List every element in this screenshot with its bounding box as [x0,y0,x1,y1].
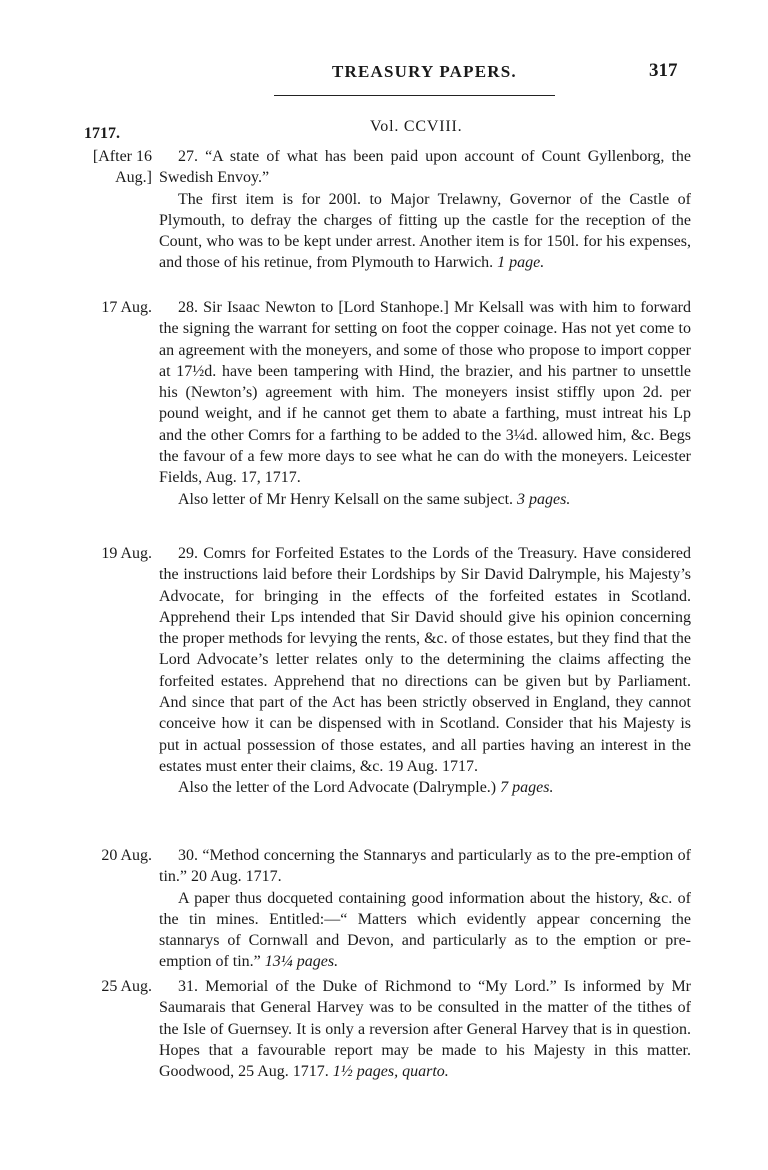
entry-paragraph: 27. “A state of what has been paid upon account of Count Gyllenborg, the Swedish Envoy.” [159,148,691,187]
entry-body [159,297,691,510]
entry-paragraph: A paper thus docqueted containing good information about the history, &c. of the tin mines. Entitled:—“ Matters which evidently appear concerning the stannarys of Cornwall and Devon, and particularly as to the emption or pre-emption of tin.” 13¼ pages. [159,889,691,971]
entry-paragraph: 28. Sir Isaac Newton to [Lord Stanhope.] Mr Kelsall was with him to forward the signing the warrant for setting on foot the copper coinage. Has not yet come to an agreement with the moneyers, and some of those who propose to import copper at 17½d. have been tampering with Hind, the brazier, and his partner to unsettle his (Newton’s) agreement with him. The moneyers insist stiffly upon 2d. per pound weight, and if he cannot get them to abate a farthing, must intreat his Lp and the other Comrs for a farthing to be added to the 3¼d. allowed him, &c. Begs the favour of a few more days to see what he can do with the moneyers. Leicester Fields, Aug. 17, 1717. [159,299,691,487]
page-extent: 7 pages. [500,779,554,797]
page-extent: 3 pages. [517,490,571,508]
entry-date: 20 Aug. [101,847,152,864]
entry-body [159,543,691,799]
entry-paragraph: Also letter of Mr Henry Kelsall on the same subject. 3 pages. [178,490,571,508]
entry-date: 19 Aug. [101,545,152,562]
entry-body [159,845,691,973]
header-rule [274,95,555,96]
entry-body [159,976,691,1082]
year-marker: 1717. [84,125,120,142]
page-extent: 13¼ pages. [264,953,339,971]
entry-paragraph: The first item is for 200l. to Major Trelawny, Governor of the Castle of Plymouth, to defray the charges of fitting up the castle for the reception of the Count, who was to be kept under arrest. Another item is for 150l. for his expenses, and those of his retinue, from Plymouth to Harwich. 1 page. [159,190,691,272]
entry-paragraph: 31. Memorial of the Duke of Richmond to “My Lord.” Is informed by Mr Saumarais that General Harvey was to be consulted in the matter of the tithes of the Isle of Guernsey. It is only a reversion after General Harvey that is in question. Hopes that a favourable report may be made to his Majesty in this matter. Goodwood, 25 Aug. 1717. 1½ pages, quarto. [159,978,691,1081]
volume-heading: Vol. CCVIII. [370,118,463,135]
page-number: 317 [649,60,678,81]
entry-date: 17 Aug. [101,299,152,316]
page-extent: 1½ pages, quarto. [332,1063,449,1081]
entry-paragraph: 30. “Method concerning the Stannarys and particularly as to the pre-emption of tin.” 20 Aug. 1717. [159,847,691,886]
entry-date: 25 Aug. [101,978,152,995]
running-title: TREASURY PAPERS. [332,62,517,81]
entry-paragraph: 29. Comrs for Forfeited Estates to the Lords of the Treasury. Have considered the instructions laid before their Lordships by Sir David Dalrymple, his Majesty’s Advocate, for bringing in the effects of the forfeited estates in Scotland. Apprehend their Lps intended that Sir David should give his opinion concerning the proper methods for levying the rents, &c. of those estates, but they find that the Lord Advocate’s letter relates only to the determining the claims affecting the forfeited estates. Apprehend that no directions can be given but by Parliament. And since that part of the Act has been strictly observed in England, they cannot conceive how it can be dispensed with in Scotland. Consider that his Majesty is put in actual possession of those estates, and all parties having an interest in the estates must enter their claims, &c. 19 Aug. 1717. [159,545,691,775]
entry-paragraph: Also the letter of the Lord Advocate (Dalrymple.) 7 pages. [178,779,554,797]
entry-date: [After 16 Aug.] [92,148,152,187]
page-extent: 1 page. [497,254,545,272]
entry-body [159,146,691,274]
